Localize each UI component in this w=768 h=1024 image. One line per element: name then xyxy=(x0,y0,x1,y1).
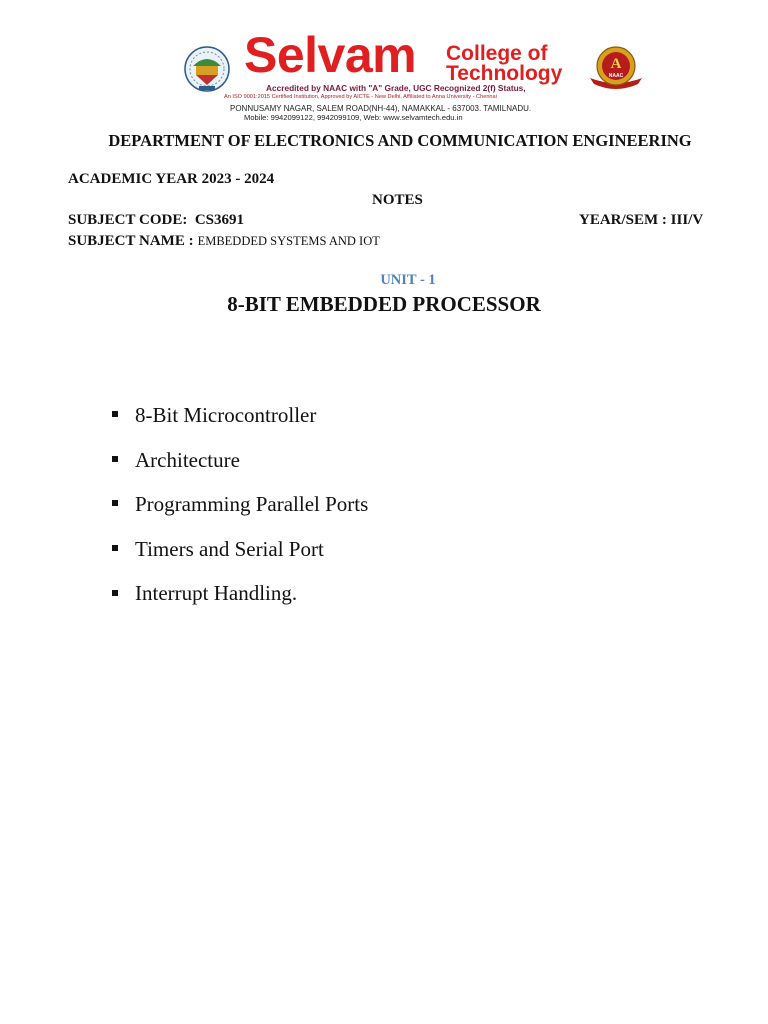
unit-number: UNIT - 1 xyxy=(380,272,436,288)
college-emblem-icon xyxy=(183,44,231,94)
list-item xyxy=(112,580,368,625)
academic-year: ACADEMIC YEAR 2023 - 2024 xyxy=(68,171,275,187)
document-type: NOTES xyxy=(372,192,423,208)
iso-line: An ISO 9001:2015 Certified Institution, Approved by AICTE - New Delhi, Affiliated to Anna University - Chennai xyxy=(224,94,497,100)
naac-label: NAAC xyxy=(608,73,624,79)
list-item xyxy=(112,536,368,581)
accreditation-line: Accredited by NAAC with "A" Grade, UGC Recognized 2(f) Status, xyxy=(266,83,526,93)
bullet-icon xyxy=(112,590,118,596)
subject-name xyxy=(68,233,380,250)
department-title: DEPARTMENT OF ELECTRONICS AND COMMUNICATION ENGINEERING xyxy=(108,131,692,150)
topic-text: Interrupt Handling. xyxy=(135,581,298,606)
bullet-icon xyxy=(112,500,118,506)
contact-line: Mobile: 9942099122, 9942099109, Web: www.selvamtech.edu.in xyxy=(244,113,463,122)
topic-text: Architecture xyxy=(135,447,240,472)
bullet-icon xyxy=(112,545,118,551)
year-semester: YEAR/SEM : III/V xyxy=(579,212,704,228)
brand-subtitle-line-1: College of xyxy=(446,42,548,65)
topic-text: Programming Parallel Ports xyxy=(135,492,369,517)
naac-badge-icon xyxy=(588,44,644,96)
subject-name-label: SUBJECT NAME : xyxy=(68,233,194,249)
list-item xyxy=(112,447,368,492)
address-line: PONNUSAMY NAGAR, SALEM ROAD(NH-44), NAMAKKAL - 637003. TAMILNADU. xyxy=(230,104,532,113)
subject-name-value: EMBEDDED SYSTEMS AND IOT xyxy=(197,234,380,248)
brand-wordmark: Selvam xyxy=(244,27,417,83)
unit-title: 8-BIT EMBEDDED PROCESSOR xyxy=(227,292,541,316)
bullet-icon xyxy=(112,456,118,462)
topic-text: Timers and Serial Port xyxy=(135,536,324,561)
list-item xyxy=(112,402,368,447)
list-item xyxy=(112,491,368,536)
topic-list xyxy=(112,402,368,625)
brand-subtitle xyxy=(446,44,562,84)
naac-grade: A xyxy=(610,56,622,72)
subject-code: SUBJECT CODE: CS3691 xyxy=(68,212,245,228)
bullet-icon xyxy=(112,411,118,417)
brand-subtitle-line-2: Technology xyxy=(446,62,563,85)
topic-text: 8-Bit Microcontroller xyxy=(135,403,317,427)
